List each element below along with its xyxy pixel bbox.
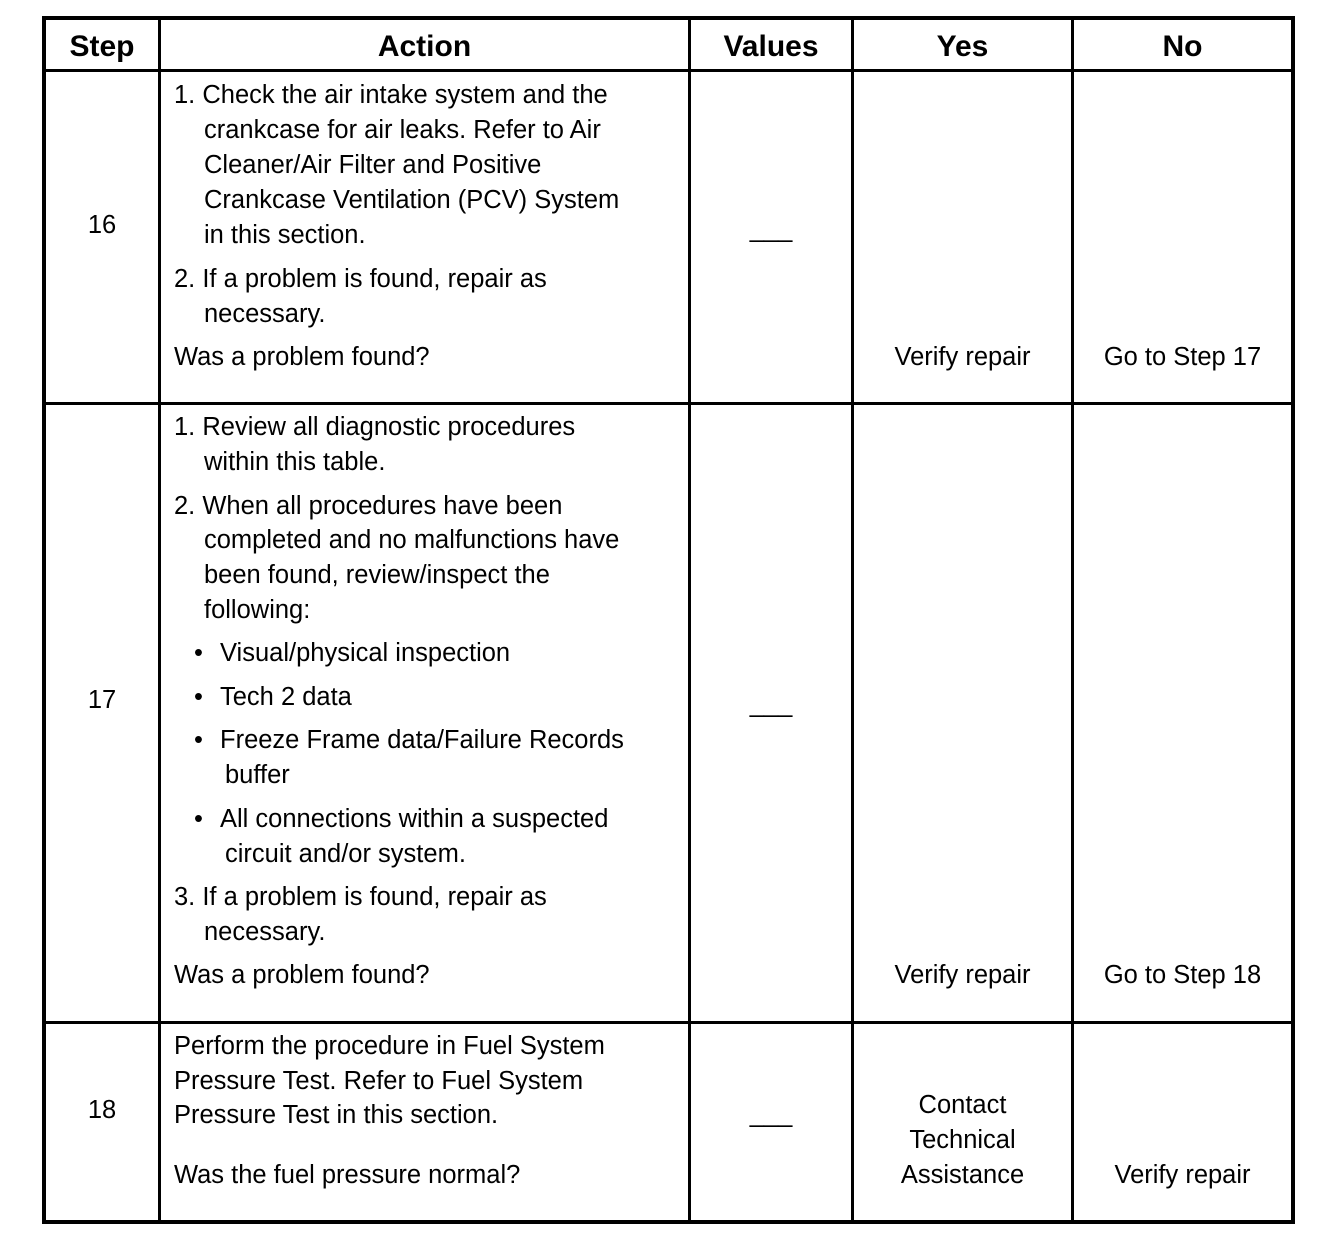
yes-cell: Verify repair bbox=[894, 961, 1031, 989]
values-cell: ___ bbox=[749, 215, 793, 243]
row-divider bbox=[42, 1021, 1295, 1024]
action-line: Cleaner/Air Filter and Positive bbox=[204, 151, 542, 179]
question-line: Was a problem found? bbox=[174, 343, 430, 371]
bullet-item: buffer bbox=[225, 761, 290, 789]
action-line: completed and no malfunctions have bbox=[204, 526, 620, 554]
step-number: 16 bbox=[87, 211, 117, 239]
step-number: 17 bbox=[87, 686, 117, 714]
bullet-item: All connections within a suspected bbox=[220, 805, 609, 833]
yes-cell: Verify repair bbox=[894, 343, 1031, 371]
no-cell: Verify repair bbox=[1114, 1161, 1251, 1189]
action-line: 3. If a problem is found, repair as bbox=[174, 883, 547, 911]
action-line: 1. Check the air intake system and the bbox=[174, 81, 608, 109]
no-cell: Go to Step 18 bbox=[1103, 961, 1262, 989]
action-line: Perform the procedure in Fuel System bbox=[174, 1032, 605, 1060]
header-values: Values bbox=[723, 30, 819, 63]
values-cell: ___ bbox=[749, 690, 793, 718]
yes-line: Contact bbox=[918, 1091, 1007, 1119]
column-divider bbox=[1071, 16, 1074, 1224]
header-yes: Yes bbox=[936, 30, 989, 63]
column-divider bbox=[851, 16, 854, 1224]
question-line: Was a problem found? bbox=[174, 961, 430, 989]
bullet-item: Tech 2 data bbox=[220, 683, 352, 711]
bullet-icon: • bbox=[194, 683, 203, 711]
column-divider bbox=[158, 16, 161, 1224]
column-divider bbox=[688, 16, 691, 1224]
action-line: following: bbox=[204, 596, 311, 624]
action-line: 2. If a problem is found, repair as bbox=[174, 265, 547, 293]
yes-line: Assistance bbox=[900, 1161, 1025, 1189]
action-line: 2. When all procedures have been bbox=[174, 492, 563, 520]
bullet-item: Freeze Frame data/Failure Records bbox=[220, 726, 624, 754]
action-line: in this section. bbox=[204, 221, 366, 249]
header-action: Action bbox=[377, 30, 472, 63]
action-line: Crankcase Ventilation (PCV) System bbox=[204, 186, 620, 214]
action-line: Pressure Test. Refer to Fuel System bbox=[174, 1067, 584, 1095]
row-divider bbox=[42, 402, 1295, 405]
row-divider bbox=[42, 69, 1295, 72]
action-line: Pressure Test in this section. bbox=[174, 1101, 499, 1129]
bullet-icon: • bbox=[194, 726, 203, 754]
header-step: Step bbox=[69, 30, 135, 63]
no-cell: Go to Step 17 bbox=[1103, 343, 1262, 371]
values-cell: ___ bbox=[749, 1100, 793, 1128]
action-line: necessary. bbox=[204, 300, 326, 328]
step-number: 18 bbox=[87, 1096, 117, 1124]
action-line: crankcase for air leaks. Refer to Air bbox=[204, 116, 601, 144]
bullet-item: circuit and/or system. bbox=[225, 840, 466, 868]
yes-line: Technical bbox=[909, 1126, 1016, 1154]
question-line: Was the fuel pressure normal? bbox=[174, 1161, 521, 1189]
header-no: No bbox=[1162, 30, 1203, 63]
bullet-item: Visual/physical inspection bbox=[220, 639, 511, 667]
action-line: necessary. bbox=[204, 918, 326, 946]
action-line: within this table. bbox=[204, 448, 386, 476]
action-line: 1. Review all diagnostic procedures bbox=[174, 413, 576, 441]
bullet-icon: • bbox=[194, 639, 203, 667]
bullet-icon: • bbox=[194, 805, 203, 833]
action-line: been found, review/inspect the bbox=[204, 561, 550, 589]
